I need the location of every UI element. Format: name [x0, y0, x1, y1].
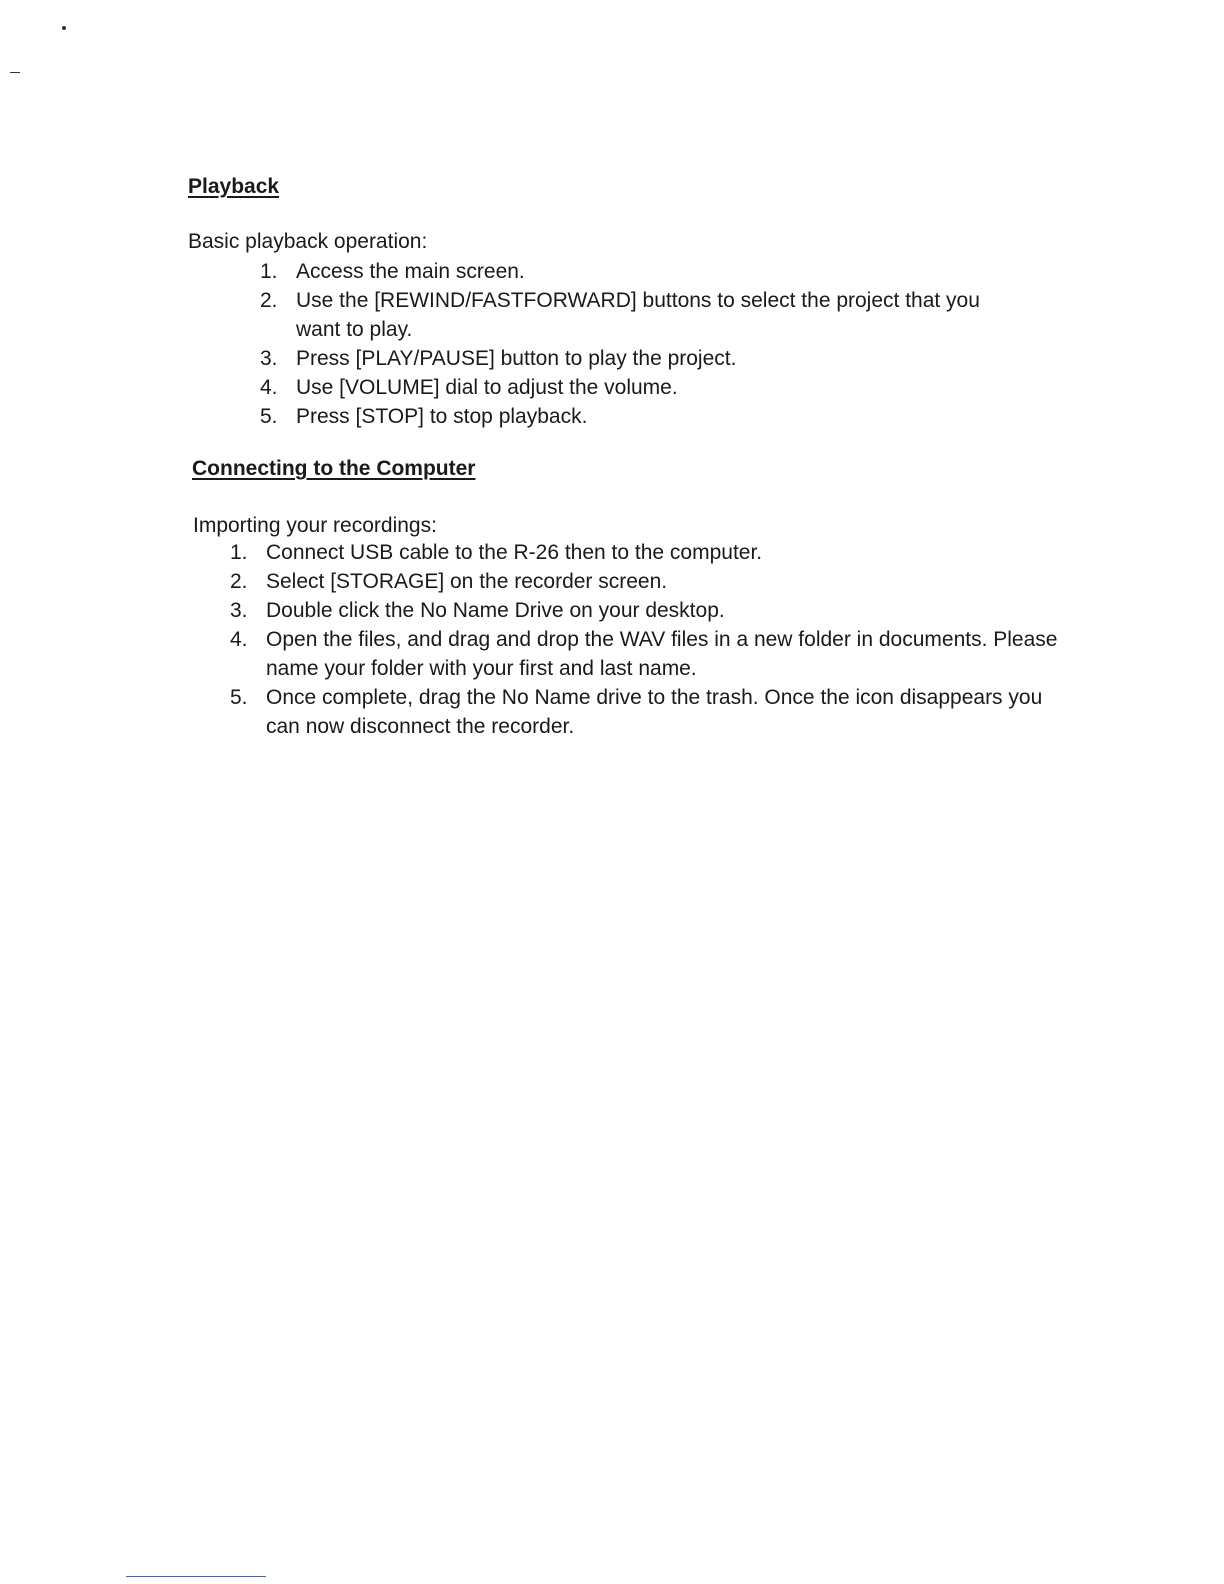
step-text: Use the [REWIND/FASTFORWARD] buttons to select the project that you want to play. [296, 289, 980, 341]
step-number: 2. [260, 289, 278, 312]
step-number: 3. [230, 599, 248, 622]
step-text: Access the main screen. [296, 260, 525, 283]
footer-divider [126, 1576, 266, 1577]
step-number: 4. [260, 376, 278, 399]
step-text: Press [STOP] to stop playback. [296, 405, 588, 428]
list-item [230, 625, 1060, 683]
connecting-heading: Connecting to the Computer [192, 457, 476, 480]
step-text: Connect USB cable to the R-26 then to the computer. [266, 541, 763, 564]
step-text: Double click the No Name Drive on your desktop. [266, 599, 725, 622]
list-item [260, 373, 1020, 402]
list-item [230, 538, 1060, 567]
playback-heading: Playback [188, 175, 280, 198]
step-text: Select [STORAGE] on the recorder screen. [266, 570, 668, 593]
list-item [260, 402, 1020, 431]
step-text: Once complete, drag the No Name drive to the trash. Once the icon disappears you can now disconnect the recorder. [266, 686, 1043, 738]
list-item [230, 567, 1060, 596]
connecting-intro: Importing your recordings: [193, 514, 437, 537]
list-item [260, 344, 1020, 373]
scan-speck [10, 72, 20, 73]
list-item [260, 286, 1020, 344]
playback-intro: Basic playback operation: [188, 230, 428, 253]
step-number: 5. [230, 686, 248, 709]
step-number: 2. [230, 570, 248, 593]
step-number: 5. [260, 405, 278, 428]
step-number: 4. [230, 628, 248, 651]
step-number: 3. [260, 347, 278, 370]
step-text: Use [VOLUME] dial to adjust the volume. [296, 376, 678, 399]
list-item [230, 596, 1060, 625]
scan-speck [62, 26, 66, 30]
playback-steps [260, 257, 1020, 431]
step-number: 1. [230, 541, 248, 564]
step-number: 1. [260, 260, 278, 283]
connecting-steps [230, 538, 1060, 741]
step-text: Press [PLAY/PAUSE] button to play the project. [296, 347, 737, 370]
list-item [230, 683, 1060, 741]
step-text: Open the files, and drag and drop the WAV files in a new folder in documents. Please name your folder with your first and last name. [266, 628, 1058, 680]
list-item [260, 257, 1020, 286]
